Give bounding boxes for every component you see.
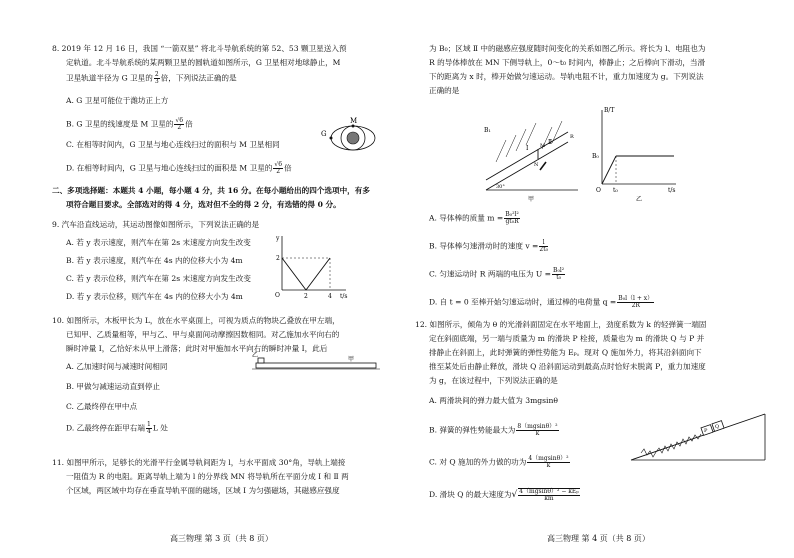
q11-option-a: A. 导体棒的质量 m = $\frac{\text{B₀²l²}}{\text{gt₀R}}$ [429, 211, 519, 225]
q9-option-a: A. 若 y 表示速度，则汽车在第 2s 末速度方向发生改变 [66, 238, 251, 247]
field-line [526, 123, 536, 145]
q8-line2: 定轨道。北斗导航系统的某两颗卫星的圆轨道如图所示，G 卫星相对地球静止，M [66, 58, 341, 67]
q8-option-c: C. 在相等时间内，G 卫星与地心连线扫过的面积与 M 卫星相同 [66, 140, 280, 149]
label-r: R [570, 134, 574, 140]
block-yi [258, 358, 264, 363]
earth [347, 132, 359, 144]
x-tick-t0: t₀ [613, 187, 618, 194]
label-jia: 甲 [528, 196, 535, 203]
q11-option-d: D. 自 t = 0 至棒开始匀速运动时，通过棒的电荷量 q = $\frac{\text{B₀l（l + x）}}{2R}$ [429, 295, 654, 309]
q8-line3: 卫星轨道半径为 G 卫星的 $\frac{2}{3}$ 倍，下列说法正确的是 [66, 71, 237, 85]
label-yi: 乙 [252, 352, 259, 359]
q11-incline-figure [482, 102, 582, 203]
x-tick-4: 4 [328, 293, 332, 300]
graph-line-2 [306, 258, 330, 290]
label-p: P [704, 428, 708, 434]
fraction: $\frac{√6}{2}$ [274, 161, 283, 175]
satellite-g [330, 137, 333, 140]
label-n: N [534, 162, 539, 168]
label-yi: 乙 [636, 196, 643, 203]
origin-label: O [275, 292, 280, 299]
graph-line-1 [282, 258, 306, 290]
label-b1: B₁ [484, 127, 491, 134]
q8-option-a: A. G 卫星可能位于潍坊正上方 [66, 96, 169, 105]
q12-option-d: D. 滑块 Q 的最大速度为√ $\frac{\text{4（mgsinθ）² − kEₚ}}{km}$ [429, 488, 579, 502]
graph-rise [602, 156, 616, 184]
fraction: $\frac{\text{B₀l²}}{\text{t₀}}$ [553, 267, 565, 281]
q8-option-d: D. 在相等时间内，G 卫星与地心连线扫过的面积是 M 卫星的 $\frac{√6}{2}$ 倍 [66, 161, 292, 175]
fraction: $\frac{\text{4（mgsinθ）² − kEₚ}}{km}$ [519, 488, 579, 502]
q10-option-c: C. 乙最终停在甲中点 [66, 402, 138, 411]
q10-line2: 已知甲、乙质量相等，甲与乙、甲与桌面间动摩擦因数相同。对乙施加水平向右的 [66, 330, 340, 339]
q11-bt-graph [592, 104, 682, 203]
q12-line3: 排静止在斜面上，此时弹簧的弹性势能为 Eₚ。现对 Q 施加外力，将其沿斜面向下 [429, 348, 702, 357]
page-footer-left: 高三物理 第 3 页（共 8 页） [170, 534, 273, 543]
fraction: $\frac{1}{4}$ [147, 421, 151, 435]
q11-option-b: B. 导体棒匀速滑动时的速度 v = $\frac{l}{\text{2t₀}}$ [429, 239, 549, 253]
field-line [506, 135, 516, 157]
fraction: $\frac{\text{8（mgsinθ）²}}{k}$ [517, 423, 558, 437]
page-footer-right: 高三物理 第 4 页（共 8 页） [547, 534, 650, 543]
q12-line2: 定在斜面底端，另一端与质量为 m 的滑块 P 栓接，质量也为 m 的滑块 Q 与 P 并 [429, 334, 705, 343]
q11-cont-line1: 为 B₀；区域 Ⅱ 中的磁感应强度随时间变化的关系如图乙所示。将长为 l、电阻也为 [429, 44, 706, 53]
q11-cont-line2: R 的导体棒放在 MN 下侧导轨上，0～t₀ 时间内，棒静止；之后棒向下滑动，当滑 [429, 58, 706, 67]
q8-line1: 8. 2019 年 12 月 16 日，我国 “一箭双星” 将北斗导航系统的第 52、53 颗卫星送入预 [52, 44, 347, 53]
satellite-orbit-figure [305, 118, 385, 168]
q10-line3: 瞬时冲量 I，乙恰好未从甲上滑落；此时对甲施加水平向右的瞬时冲量 I，此后 [66, 344, 328, 353]
q9-option-c: C. 若 y 表示位移，则汽车在第 2s 末速度方向发生改变 [66, 274, 251, 283]
q12-option-a: A. 两滑块间的弹力最大值为 3mgsinθ [429, 396, 558, 405]
q11-line3: 个区域，两区域中均存在垂直导轨平面的磁场，区域 Ⅰ 为匀强磁场，其磁感应强度 [66, 486, 340, 495]
field-line [552, 121, 562, 143]
q10-option-b: B. 甲做匀减速运动直到停止 [66, 382, 160, 391]
conductor-rod [540, 162, 546, 170]
field-line [496, 140, 506, 162]
right-page [397, 0, 794, 558]
label-region-1: Ⅰ [526, 145, 529, 152]
y-label: B/T [604, 107, 615, 114]
y-tick-2: 2 [276, 255, 280, 262]
origin-label: O [596, 187, 601, 194]
section-heading-line1: 二、多项选择题：本题共 4 小题，每小题 4 分，共 16 分。在每小题给出的四个选项中，有多 [52, 186, 370, 195]
section-heading-line2: 项符合题目要求。全部选对的得 4 分，选对但不全的得 2 分，有选错的得 0 分。 [66, 200, 341, 209]
label-g: G [321, 130, 327, 138]
q12-line4: 推至某处后由静止释放，滑块 Q 沿斜面运动到最高点时恰好未脱离 P，重力加速度 [429, 362, 706, 371]
fraction: $\frac{l}{\text{2t₀}}$ [539, 239, 549, 253]
label-region-2: Ⅱ [548, 139, 553, 146]
q12-line1: 12. 如图所示，倾角为 θ 的光滑斜面固定在水平地面上，劲度系数为 k 的轻弹簧一端固 [415, 320, 707, 329]
q10-line1: 10. 如图所示，木板甲长为 L，放在水平桌面上，可视为质点的物块乙叠放在甲左端， [52, 316, 340, 325]
field-line [516, 129, 526, 151]
sqrt-sign: √ [511, 490, 518, 500]
q11-cont-line3: 下的距离为 x 时，棒开始做匀速运动。导轨电阻不计，重力加速度为 g。下列说法 [429, 72, 704, 81]
q12-spring-incline-figure [629, 408, 769, 464]
q12-option-b: B. 弹簧的弹性势能最大为 $\frac{\text{8（mgsinθ）²}}{k}$ [429, 423, 558, 437]
rail-upper [486, 132, 568, 180]
q9-option-d: D. 若 y 表示位移，则汽车在 4s 内的位移大小为 4m [66, 292, 243, 301]
x-label: t/s [668, 187, 676, 194]
label-jia: 甲 [348, 356, 355, 363]
q12-option-c: C. 对 Q 施加的外力做的功为 $\frac{\text{4（mgsinθ）²}}{k}$ [429, 455, 569, 469]
fraction: $\frac{\text{B₀²l²}}{\text{gt₀R}}$ [505, 211, 519, 225]
q9-stem: 9. 汽车沿直线运动，其运动图像如图所示，下列说法正确的是 [52, 220, 260, 229]
q10-option-a: A. 乙加速时间与减速时间相同 [66, 362, 168, 371]
q11-option-c: C. 匀速运动时 R 两端的电压为 U = $\frac{\text{B₀l²}}{\text{t₀}}$ [429, 267, 565, 281]
q9-option-b: B. 若 y 表示速度，则汽车在 4s 内的位移大小为 4m [66, 256, 243, 265]
x-tick-2: 2 [304, 293, 308, 300]
q12-line5: 为 g，在该过程中，下列说法正确的是 [429, 376, 558, 385]
fraction: $\frac{√6}{2}$ [175, 117, 184, 131]
q9-graph [270, 232, 350, 300]
fraction: $\frac{\text{4（mgsinθ）²}}{k}$ [528, 455, 569, 469]
q10-board-figure [252, 354, 382, 374]
q11-line1: 11. 如图甲所示，足够长的光滑平行金属导轨间距为 l，与水平面成 30°角，导轨上端接 [52, 458, 346, 467]
q11-cont-line4: 正确的是 [429, 86, 460, 95]
y-label: y [276, 235, 280, 242]
board-jia [256, 363, 376, 368]
label-m: M [540, 143, 546, 149]
fraction: $\frac{2}{3}$ [154, 71, 159, 85]
label-m: M [350, 117, 358, 125]
q11-line2: 一阻值为 R 的电阻。距离导轨上端为 l 的分界线 MN 将导轨所在平面分成 Ⅰ 和 Ⅱ 两 [66, 472, 349, 481]
label-b0: B₀ [592, 153, 599, 160]
fraction: $\frac{\text{B₀l（l + x）}}{2R}$ [618, 295, 654, 309]
x-label: t/s [340, 293, 348, 300]
label-q: Q [715, 424, 720, 430]
label-angle: 30° [496, 184, 505, 190]
q10-option-d: D. 乙最终停在距甲右端 $\frac{1}{4}$ L 处 [66, 421, 168, 435]
q8-option-b: B. G 卫星的线速度是 M 卫星的 $\frac{√6}{2}$ 倍 [66, 117, 193, 131]
